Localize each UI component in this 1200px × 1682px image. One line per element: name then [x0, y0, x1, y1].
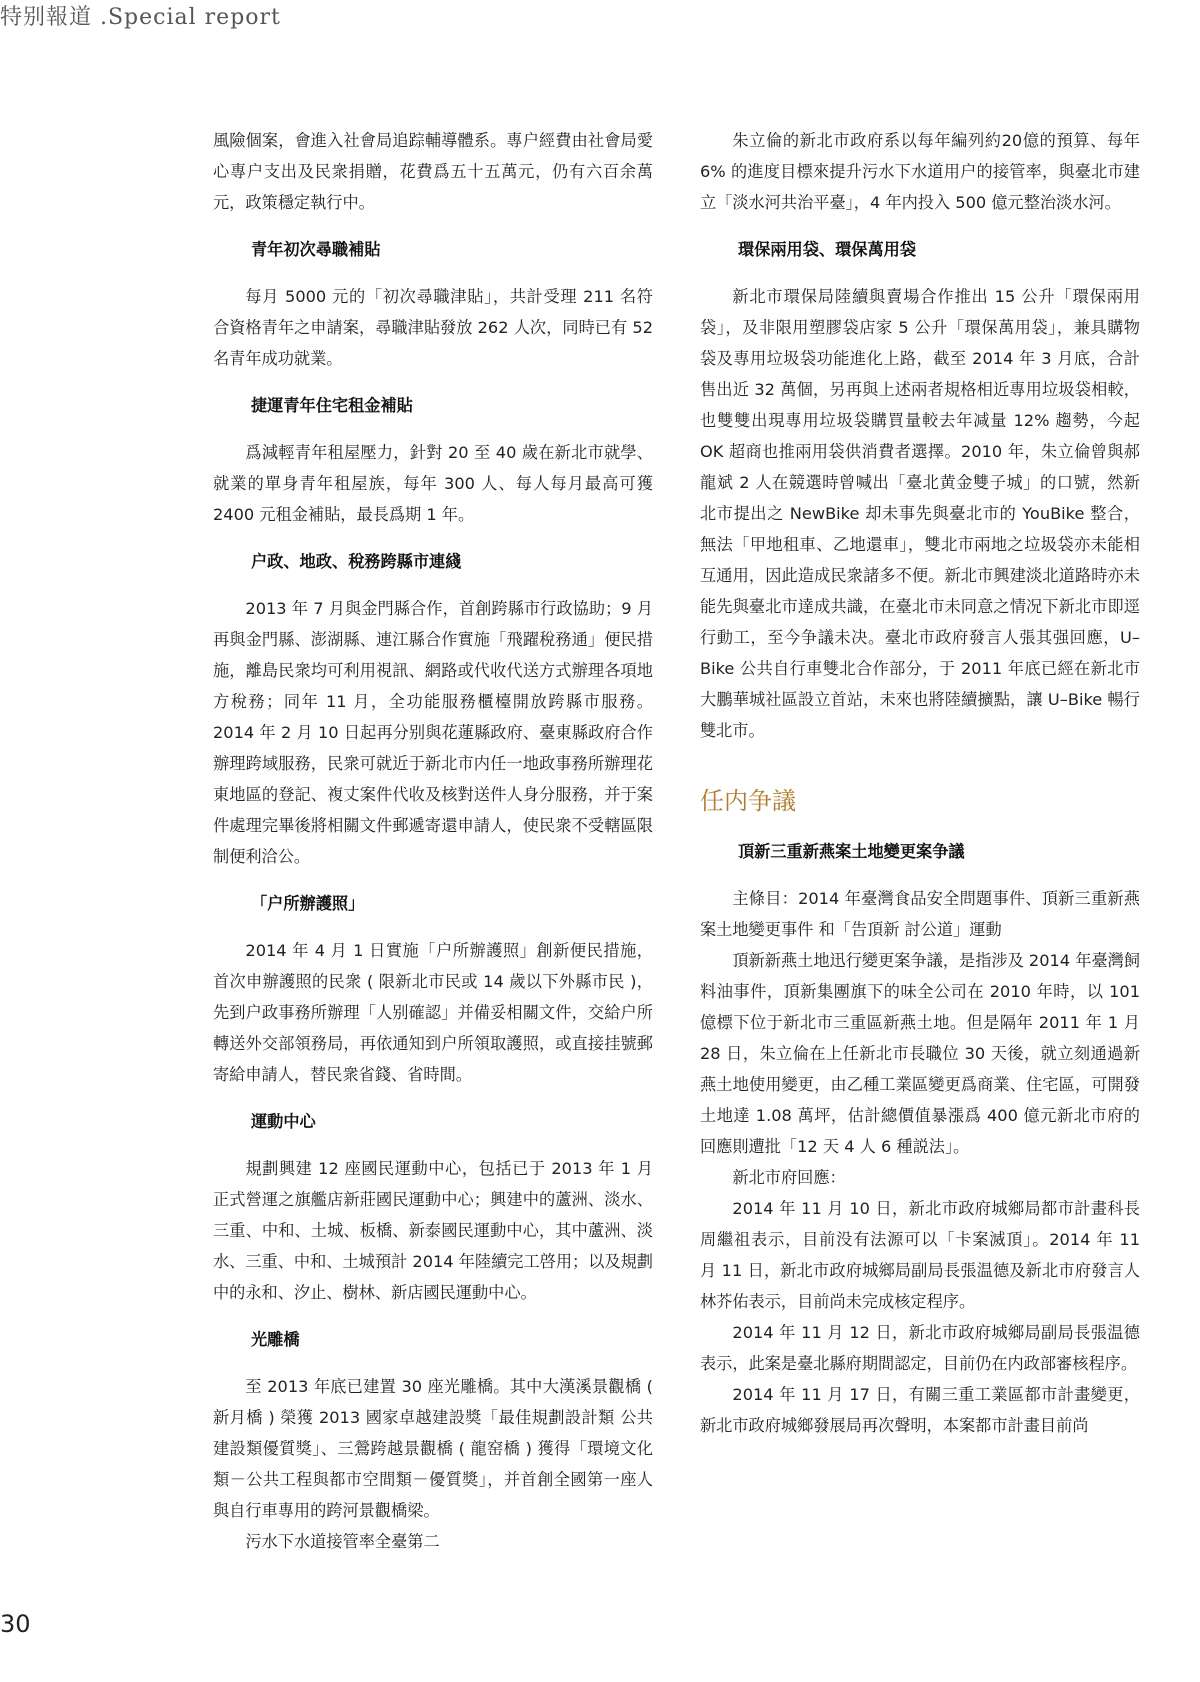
paragraph: 至 2013 年底已建置 30 座光雕橋。其中大漢溪景觀橋 ( 新月橋 ) 榮獲 2013 國家卓越建設獎「最佳規劃設計類 公共建設類優質獎」、三鶯跨越景觀橋 ( 龍窑橋 ) 獲得「環境文化類－公共工程與都市空間類－優質獎」，并首創全國第一座人與自行車專用的跨河景觀橋梁。: [213, 1377, 653, 1520]
section-heading: 「户所辦護照」: [251, 894, 365, 913]
left-column: [213, 125, 653, 1557]
section-heading: 頂新三重新燕案土地變更案争議: [738, 842, 965, 861]
paragraph: 主條目：2014 年臺灣食品安全問題事件、頂新三重新燕案土地變更事件 和「告頂新 討公道」運動: [700, 889, 1140, 939]
running-header: 特别報道 .Special report: [0, 5, 281, 30]
paragraph: 頂新新燕土地迅行變更案争議，是指涉及 2014 年臺灣飼料油事件，頂新集團旗下的味全公司在 2010 年時，以 101 億標下位于新北市三重區新燕土地。但是隔年 2011 年 1 月 28 日，朱立倫在上任新北市長職位 30 天後，就立刻通過新燕土地使用變更，由乙種工業區變更爲商業、住宅區，可開發土地達 1.08 萬坪，估計總價值暴漲爲 400 億元新北市府的回應則遭批「12 天 4 人 6 種説法」。: [700, 951, 1141, 1156]
right-column: [700, 125, 1140, 1441]
paragraph: 污水下水道接管率全臺第二: [245, 1532, 440, 1551]
paragraph: 規劃興建 12 座國民運動中心，包括已于 2013 年 1 月正式營運之旗艦店新莊國民運動中心；興建中的蘆洲、淡水、三重、中和、土城、板橋、新泰國民運動中心，其中蘆洲、淡水、三重、中和、土城預計 2014 年陸續完工啓用；以及規劃中的永和、汐止、樹林、新店國民運動中心。: [213, 1159, 653, 1302]
section-heading: 青年初次尋職補貼: [251, 240, 381, 259]
paragraph: 2014 年 11 月 17 日，有關三重工業區都市計畫變更，新北市政府城鄉發展局再次聲明，本案都市計畫目前尚: [700, 1385, 1140, 1435]
chapter-heading: 任内争議: [700, 787, 796, 815]
paragraph: 2013 年 7 月與金門縣合作，首創跨縣市行政協助；9 月再與金門縣、澎湖縣、連江縣合作實施「飛躍稅務通」便民措施，離島民衆均可利用視訊、網路或代收代送方式辦理各項地方稅務；同年 11 月，全功能服務櫃檯開放跨縣市服務。2014 年 2 月 10 日起再分别與花蓮縣政府、臺東縣政府合作辦理跨域服務，民衆可就近于新北市内任一地政事務所辦理花東地區的登記、複丈案件代收及核對送件人身分服務，并于案件處理完畢後將相關文件郵遞寄還申請人，使民衆不受轄區限制便利洽公。: [213, 599, 653, 866]
page-number: 30: [0, 1610, 31, 1638]
paragraph: 新北市府回應：: [732, 1168, 846, 1187]
paragraph: 2014 年 11 月 12 日，新北市政府城鄉局副局長張温德表示，此案是臺北縣府期間認定，目前仍在内政部審核程序。: [700, 1323, 1140, 1373]
section-heading: 户政、地政、稅務跨縣市連綫: [251, 552, 462, 571]
section-heading: 運動中心: [251, 1112, 316, 1131]
paragraph: 風險個案，會進入社會局追踪輔導體系。專户經費由社會局愛心專户支出及民衆捐贈，花費爲五十五萬元，仍有六百余萬元，政策穩定執行中。: [213, 131, 653, 212]
paragraph: 每月 5000 元的「初次尋職津貼」，共計受理 211 名符合資格青年之申請案，尋職津貼發放 262 人次，同時已有 52 名青年成功就業。: [213, 287, 653, 368]
paragraph: 2014 年 4 月 1 日實施「户所辦護照」創新便民措施，首次申辦護照的民衆 ( 限新北市民或 14 歲以下外縣市民 )，先到户政事務所辦理「人别確認」并備妥相關文件，交給户所轉送外交部領務局，再依通知到户所領取護照，或直接挂號郵寄給申請人，替民衆省錢、省時間。: [213, 941, 653, 1084]
section-heading: 環保兩用袋、環保萬用袋: [738, 240, 917, 259]
section-heading: 捷運青年住宅租金補貼: [251, 396, 413, 415]
paragraph: 2014 年 11 月 10 日，新北市政府城鄉局都市計畫科長周繼祖表示，目前没有法源可以「卡案滅頂」。2014 年 11 月 11 日，新北市政府城鄉局副局長張温德及新北市府發言人林芥佑表示，目前尚未完成核定程序。: [700, 1199, 1140, 1311]
paragraph: 朱立倫的新北市政府系以每年編列約20億的預算、每年 6% 的進度目標來提升污水下水道用户的接管率，與臺北市建立「淡水河共治平臺」，4 年内投入 500 億元整治淡水河。: [700, 131, 1140, 212]
paragraph: 爲減輕青年租屋壓力，針對 20 至 40 歲在新北市就學、就業的單身青年租屋族，每年 300 人、每人每月最高可獲 2400 元租金補貼，最長爲期 1 年。: [213, 443, 653, 524]
paragraph: 新北市環保局陸續與賣場合作推出 15 公升「環保兩用袋」，及非限用塑膠袋店家 5 公升「環保萬用袋」，兼具購物袋及專用垃圾袋功能進化上路，截至 2014 年 3 月底，合計售出近 32 萬個，另再與上述兩者規格相近專用垃圾袋相較，也雙雙出現專用垃圾袋購買量較去年减量 12% 趨勢，今起 OK 超商也推兩用袋供消費者選擇。2010 年，朱立倫曾與郝龍斌 2 人在競選時曾喊出「臺北黄金雙子城」的口號，然新北市提出之 NewBike 却未事先與臺北市的 YouBike 整合，無法「甲地租車、乙地還車」，雙北市兩地之垃圾袋亦未能相互通用，因此造成民衆諸多不便。新北市興建淡北道路時亦未能先與臺北市達成共識，在臺北市未同意之情况下新北市即逕行動工，至今争議未决。臺北市政府發言人張其强回應，U–Bike 公共自行車雙北合作部分，于 2011 年底已經在新北市大鵬華城社區設立首站，未來也將陸續擴點，讓 U–Bike 暢行雙北市。: [700, 287, 1140, 740]
section-heading: 光雕橋: [251, 1330, 300, 1349]
